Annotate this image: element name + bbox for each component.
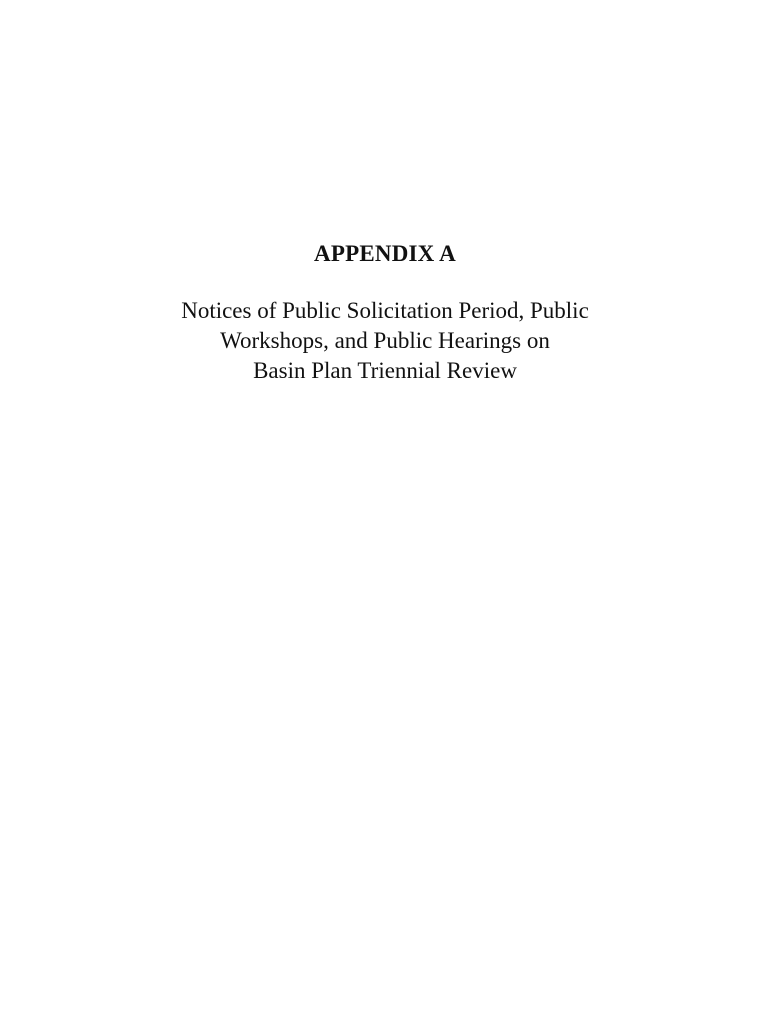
subtitle-line-1: Notices of Public Solicitation Period, Public [181, 298, 589, 323]
appendix-heading: APPENDIX A [314, 241, 456, 266]
subtitle-line-3: Basin Plan Triennial Review [253, 358, 517, 383]
subtitle-line-2: Workshops, and Public Hearings on [220, 328, 550, 353]
appendix-subtitle [0, 296, 770, 386]
